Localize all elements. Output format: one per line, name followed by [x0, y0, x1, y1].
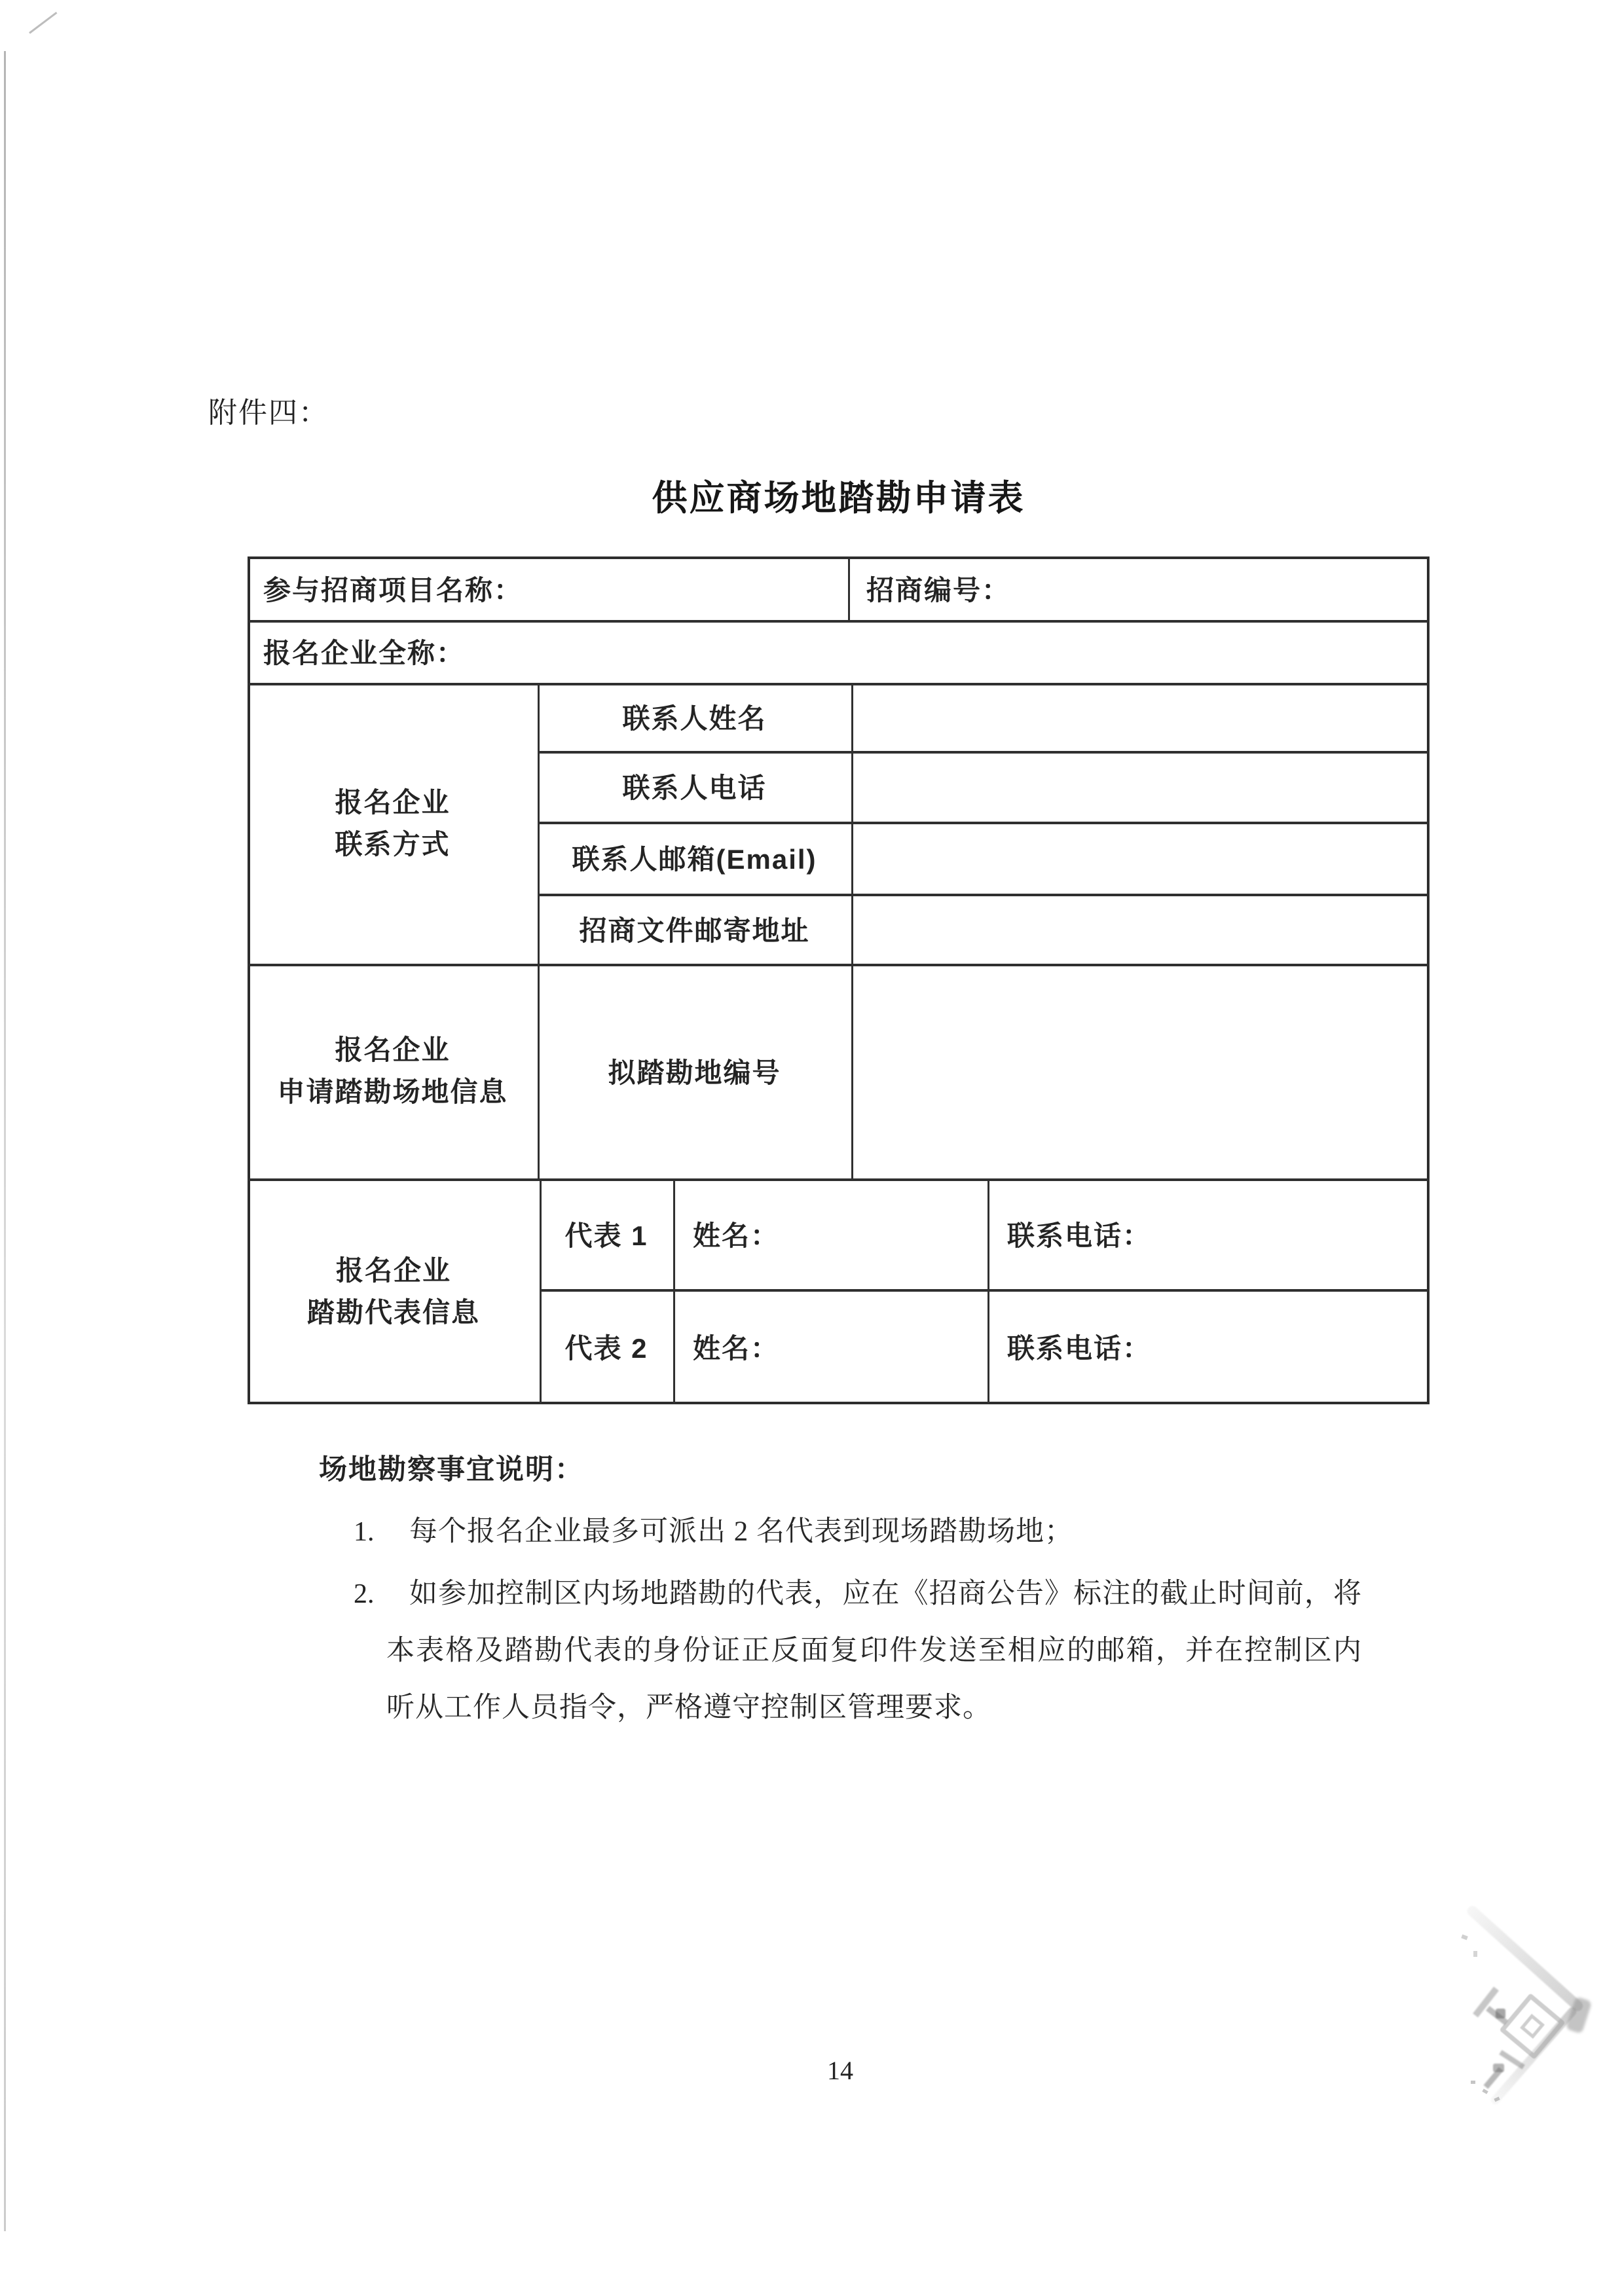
note-item2-number: 2. [354, 1579, 375, 1609]
rep-group-label-cell [248, 1178, 540, 1404]
page-number: 14 [827, 2056, 853, 2085]
contact-phone-value-cell [851, 751, 1430, 822]
contact-phone-label-cell: 联系人电话 [622, 773, 767, 803]
rep2-label-cell: 代表 2 [564, 1333, 648, 1364]
contact-email-value-cell [851, 822, 1430, 894]
seal-glyph-inner [1520, 2014, 1545, 2039]
rep1-label-cell: 代表 1 [564, 1220, 648, 1251]
note-item2-line1: 如参加控制区内场地踏勘的代表，应在《招商公告》标注的截止时间前，将 [409, 1578, 1362, 1609]
seal-stroke [1483, 2067, 1503, 2088]
mailing-address-label-cell: 招商文件邮寄地址 [579, 915, 810, 946]
contact-group-line2: 联系方式 [335, 828, 451, 860]
seal-stroke [1473, 1986, 1499, 2017]
company-name-label-cell: 报名企业全称： [263, 638, 466, 668]
contact-group-line1: 报名企业 [335, 786, 451, 818]
seal-dot [1471, 2081, 1475, 2084]
seal-ink-blob [1493, 2064, 1504, 2072]
site-group-line2: 申请踏勘场地信息 [277, 1076, 508, 1107]
scan-artifact-vertical-line [4, 51, 6, 2231]
site-number-label-cell: 拟踏勘地编号 [608, 1057, 781, 1088]
seal-corner [1566, 1996, 1593, 2033]
seal-glyph [1499, 1993, 1565, 2060]
contact-email-label-cell: 联系人邮箱(Email) [572, 844, 817, 875]
note-item2-line3: 听从工作人员指令，严格遵守控制区管理要求。 [386, 1692, 991, 1723]
mailing-address-value-cell [851, 894, 1430, 964]
note-item1-number: 1. [354, 1517, 375, 1547]
seal-edge-bottom [1489, 2005, 1578, 2105]
project-number-label-cell: 招商编号： [866, 574, 1011, 606]
contact-name-value-cell [851, 683, 1430, 751]
contact-group-label-cell [248, 683, 538, 964]
seal-stroke [1486, 2006, 1508, 2025]
scan-artifact-diagonal-line [29, 12, 57, 34]
rep2-phone-label-cell: 联系电话： [1007, 1333, 1152, 1364]
rep2-name-label-cell: 姓名： [693, 1333, 780, 1364]
seal-stroke [1499, 2050, 1525, 2069]
project-name-label-cell: 参与招商项目名称： [263, 574, 523, 606]
site-group-line1: 报名企业 [335, 1034, 451, 1065]
notes-heading: 场地勘察事宜说明： [319, 1454, 584, 1485]
seal-speck [1461, 1935, 1468, 1941]
seal-dot [1494, 2097, 1500, 2102]
rep1-name-label-cell: 姓名： [693, 1220, 780, 1251]
rep-group-line1: 报名企业 [335, 1254, 451, 1286]
attachment-label: 附件四： [208, 397, 329, 429]
seal-stamp [1428, 1872, 1624, 2147]
site-number-value-cell [851, 964, 1430, 1178]
note-item2-line2: 本表格及踏勘代表的身份证正反面复印件发送至相应的邮箱，并在控制区内 [386, 1635, 1362, 1666]
rep-group-line2: 踏勘代表信息 [306, 1296, 480, 1328]
contact-name-label-cell: 联系人姓名 [622, 703, 767, 734]
seal-speck [1473, 1951, 1477, 1957]
seal-dot [1482, 2088, 1488, 2094]
seal-edge-top [1465, 1904, 1585, 2013]
form-title: 供应商场地踏勘申请表 [652, 479, 1025, 518]
site-group-label-cell [248, 964, 538, 1178]
seal-ink-blob [1496, 2009, 1505, 2018]
note-item1-text: 每个报名企业最多可派出 2 名代表到现场踏勘场地； [409, 1516, 1073, 1547]
rep1-phone-label-cell: 联系电话： [1007, 1220, 1152, 1251]
